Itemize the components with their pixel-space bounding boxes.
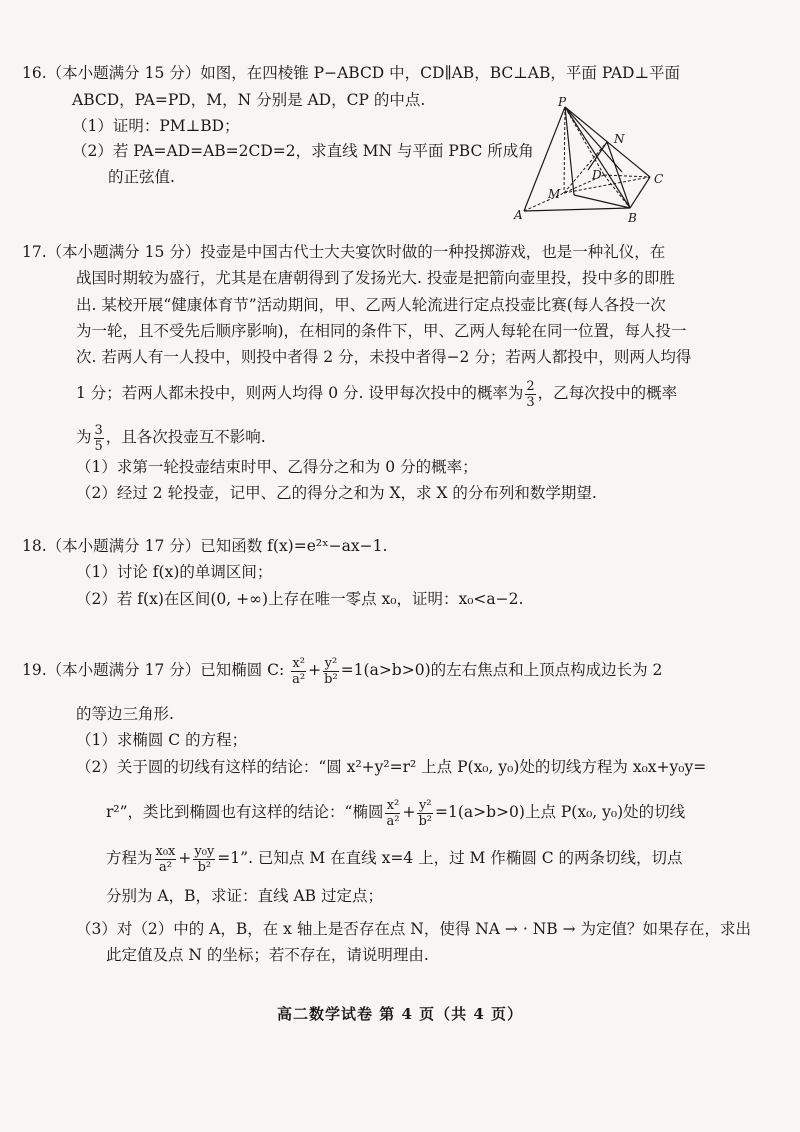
q19-line-6b: =1”. 已知点 M 在直线 x=4 上，过 M 作椭圆 C 的两条切线，切点 <box>217 849 683 867</box>
fraction-two-thirds: $\frac{2}{3}$ <box>526 378 535 410</box>
q19-line-5b: =1(a>b>0)上点 P(x₀, y₀)处的切线 <box>435 803 686 821</box>
q19-line-6a: 方程为 <box>106 849 153 867</box>
q17-line-3: 出. 某校开展“健康体育节”活动期间，甲、乙两人轮流进行定点投壶比赛(每人各投一次 <box>76 296 666 314</box>
pyramid-figure <box>508 95 688 225</box>
q17-line-2: 战国时期较为盛行，尤其是在唐朝得到了发扬光大. 投壶是把箭向壶里投，投中多的即胜 <box>76 269 675 287</box>
q19-line-5a: r²”，类比到椭圆也有这样的结论：“椭圆 <box>106 803 384 821</box>
fraction-y2-b2: $\frac{\text{y²}}{\text{b²}}$ <box>324 655 338 687</box>
label-D: D <box>592 168 602 182</box>
label-P: P <box>558 95 567 109</box>
label-A: A <box>514 208 523 222</box>
q17-line-1: 17.（本小题满分 15 分）投壶是中国古代士大夫宴饮时做的一种投掷游戏，也是一种礼仪，在 <box>22 243 666 261</box>
q17-line-6 <box>76 373 677 413</box>
label-M: M <box>548 187 561 201</box>
q17-line-7b: ，且各次投壶互不影响. <box>105 428 266 446</box>
q19-line-9: 此定值及点 N 的坐标；若不存在，请说明理由. <box>106 946 429 964</box>
q18-line-2: （1）讨论 f(x)的单调区间； <box>76 563 273 581</box>
q16-line-5: 的正弦值. <box>108 168 175 186</box>
q19-line-1a: 19.（本小题满分 17 分）已知椭圆 C: <box>22 661 290 679</box>
q19-line-2: 的等边三角形. <box>76 705 174 723</box>
q17-line-7 <box>76 417 266 457</box>
plus-sign-c: + <box>178 849 192 867</box>
fraction-three-fifths: $\frac{3}{5}$ <box>94 422 103 454</box>
q19-line-5 <box>106 792 685 832</box>
q17-line-5: 次. 若两人有一人投中，则投中者得 2 分，未投中者得−2 分；若两人都投中，则两人均得 <box>76 348 692 366</box>
q16-line-2: ABCD，PA=PD，M，N 分别是 AD，CP 的中点. <box>72 91 426 109</box>
q17-line-7a: 为 <box>76 428 92 446</box>
page-footer: 高二数学试卷 第 4 页（共 4 页） <box>277 1005 523 1023</box>
label-N: N <box>614 132 625 146</box>
q18-line-1: 18.（本小题满分 17 分）已知函数 f(x)=e²ˣ−ax−1. <box>22 537 388 555</box>
q19-line-7: 分别为 A，B，求证：直线 AB 过定点； <box>106 887 383 905</box>
q16-line-3: （1）证明：PM⊥BD； <box>72 117 240 135</box>
fraction-y2-b2-b: $\frac{\text{y²}}{\text{b²}}$ <box>418 797 432 829</box>
q17-line-6b: ，乙每次投中的概率 <box>537 384 678 402</box>
q19-line-6 <box>106 838 683 878</box>
fraction-y0y-b2: $\frac{\text{y₀y}}{\text{b²}}$ <box>194 843 215 875</box>
q19-line-1b: =1(a>b>0)的左右焦点和上顶点构成边长为 2 <box>340 661 663 679</box>
plus-sign-b: + <box>402 803 416 821</box>
q17-line-4: 为一轮，且不受先后顺序影响)，在相同的条件下，甲、乙两人每轮在同一位置，每人投一 <box>76 322 687 340</box>
q19-line-4: （2）关于圆的切线有这样的结论：“圆 x²+y²=r² 上点 P(x₀, y₀)处的切线方程为 x₀x+y₀y= <box>76 758 707 776</box>
q19-line-3: （1）求椭圆 C 的方程； <box>76 731 248 749</box>
fraction-x2-a2: $\frac{\text{x²}}{\text{a²}}$ <box>292 655 306 687</box>
q17-line-8: （1）求第一轮投壶结束时甲、乙得分之和为 0 分的概率； <box>76 458 478 476</box>
q19-line-8: （3）对（2）中的 A，B，在 x 轴上是否存在点 N，使得 NA → · NB → 为定值？如果存在，求出 <box>76 920 751 938</box>
q16-line-4: （2）若 PA=AD=AB=2CD=2，求直线 MN 与平面 PBC 所成角 <box>72 142 534 160</box>
q17-line-6a: 1 分；若两人都未投中，则两人均得 0 分. 设甲每次投中的概率为 <box>76 384 524 402</box>
q18-line-3: （2）若 f(x)在区间(0, +∞)上存在唯一零点 x₀，证明：x₀<a−2. <box>76 590 524 608</box>
plus-sign: + <box>308 661 322 679</box>
q16-line-1: 16.（本小题满分 15 分）如图，在四棱锥 P−ABCD 中，CD∥AB，BC⊥AB，平面 PAD⊥平面 <box>22 64 681 82</box>
label-B: B <box>628 211 637 225</box>
q17-line-9: （2）经过 2 轮投壶，记甲、乙的得分之和为 X，求 X 的分布列和数学期望. <box>76 484 597 502</box>
label-C: C <box>654 172 664 186</box>
q19-line-1 <box>22 650 662 690</box>
fraction-x0x-a2: $\frac{\text{x₀x}}{\text{a²}}$ <box>155 843 176 875</box>
fraction-x2-a2-b: $\frac{\text{x²}}{\text{a²}}$ <box>386 797 400 829</box>
